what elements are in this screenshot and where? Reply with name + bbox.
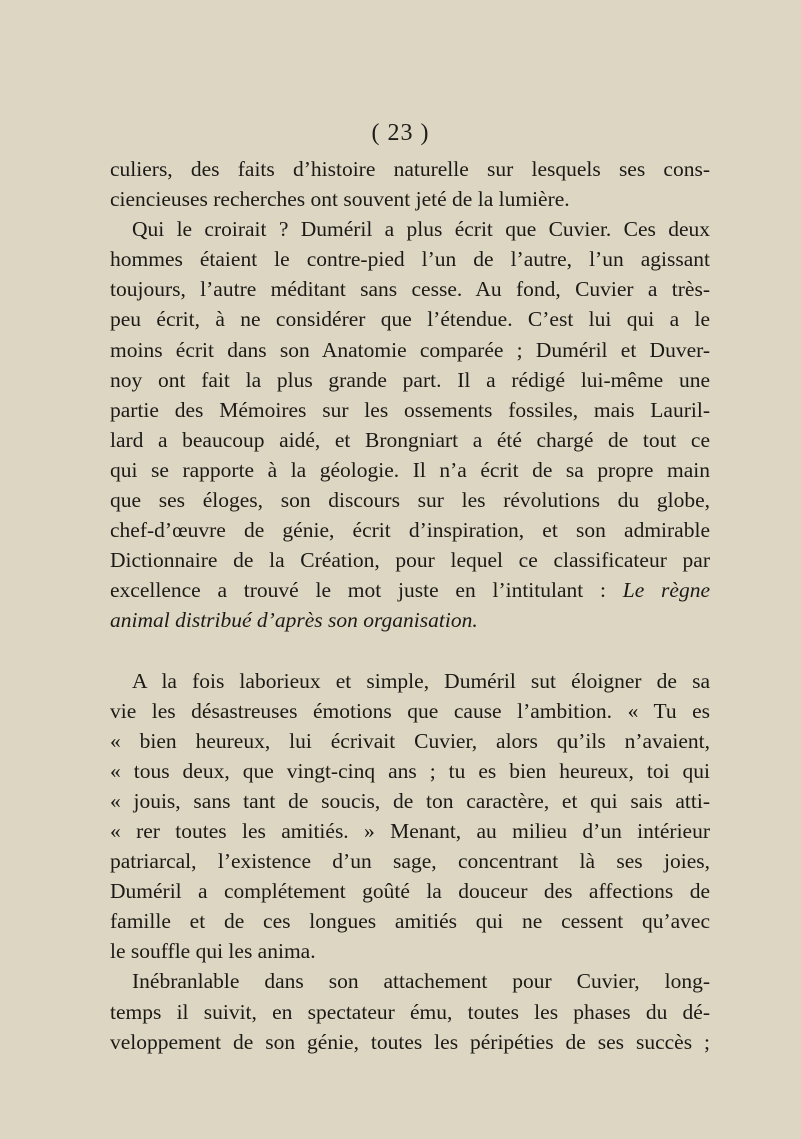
text-line: « rer toutes les amitiés. » Menant, au milieu d’un intérieur bbox=[110, 818, 710, 843]
text-line: famille et de ces longues amitiés qui ne cessent qu’avec bbox=[110, 909, 710, 934]
text-line: Qui le croirait ? Duméril a plus écrit que Cuvier. Ces deux bbox=[132, 217, 710, 242]
text-line: que ses éloges, son discours sur les révolutions du globe, bbox=[110, 488, 710, 513]
text-line: noy ont fait la plus grande part. Il a rédigé lui-même une bbox=[110, 367, 710, 392]
paragraph-gap bbox=[110, 636, 710, 666]
text-line: culiers, des faits d’histoire naturelle sur lesquels ses cons- bbox=[110, 157, 710, 181]
text-line: toujours, l’autre méditant sans cesse. Au fond, Cuvier a très- bbox=[110, 277, 710, 302]
text-line: le souffle qui les anima. bbox=[110, 939, 316, 964]
text-line: chef-d’œuvre de génie, écrit d’inspiration, et son admirable bbox=[110, 518, 710, 543]
text-line: temps il suivit, en spectateur ému, toutes les phases du dé- bbox=[110, 999, 710, 1024]
text-line: Inébranlable dans son attachement pour Cuvier, long- bbox=[132, 969, 710, 994]
text-line: qui se rapporte à la géologie. Il n’a écrit de sa propre main bbox=[110, 457, 710, 482]
text-line: ciencieuses recherches ont souvent jeté de la lumière. bbox=[110, 187, 570, 212]
page-number: ( 23 ) bbox=[371, 120, 430, 146]
text-line: hommes étaient le contre-pied l’un de l’autre, l’un agissant bbox=[110, 247, 710, 272]
text-line: Duméril a complétement goûté la douceur des affections de bbox=[110, 879, 710, 904]
text-line: A la fois laborieux et simple, Duméril sut éloigner de sa bbox=[132, 668, 710, 693]
italic-title-start: Le règne bbox=[622, 578, 710, 603]
italic-title-end: animal distribué d’après son organisation. bbox=[110, 608, 478, 633]
text-line: partie des Mémoires sur les ossements fossiles, mais Lauril- bbox=[110, 397, 710, 422]
text-line: lard a beaucoup aidé, et Brongniart a été chargé de tout ce bbox=[110, 427, 710, 452]
text-line: veloppement de son génie, toutes les péripéties de ses succès ; bbox=[110, 1029, 710, 1054]
text-line: moins écrit dans son Anatomie comparée ; Duméril et Duver- bbox=[110, 337, 710, 362]
text-line: vie les désastreuses émotions que cause l’ambition. « Tu es bbox=[110, 698, 710, 723]
text-line: patriarcal, l’existence d’un sage, concentrant là ses joies, bbox=[110, 849, 710, 874]
text-line: peu écrit, à ne considérer que l’étendue. C’est lui qui a le bbox=[110, 307, 710, 332]
text-line: « bien heureux, lui écrivait Cuvier, alors qu’ils n’avaient, bbox=[110, 728, 710, 753]
text-line-prefix: excellence a trouvé le mot juste en l’intitulant : bbox=[110, 578, 623, 603]
text-line: « jouis, sans tant de soucis, de ton caractère, et qui sais atti- bbox=[110, 788, 710, 813]
text-line: « tous deux, que vingt-cinq ans ; tu es bien heureux, toi qui bbox=[110, 758, 710, 783]
text-line: Dictionnaire de la Création, pour lequel ce classificateur par bbox=[110, 548, 710, 573]
text-line-with-italic bbox=[110, 575, 710, 605]
body-text bbox=[110, 154, 710, 1057]
